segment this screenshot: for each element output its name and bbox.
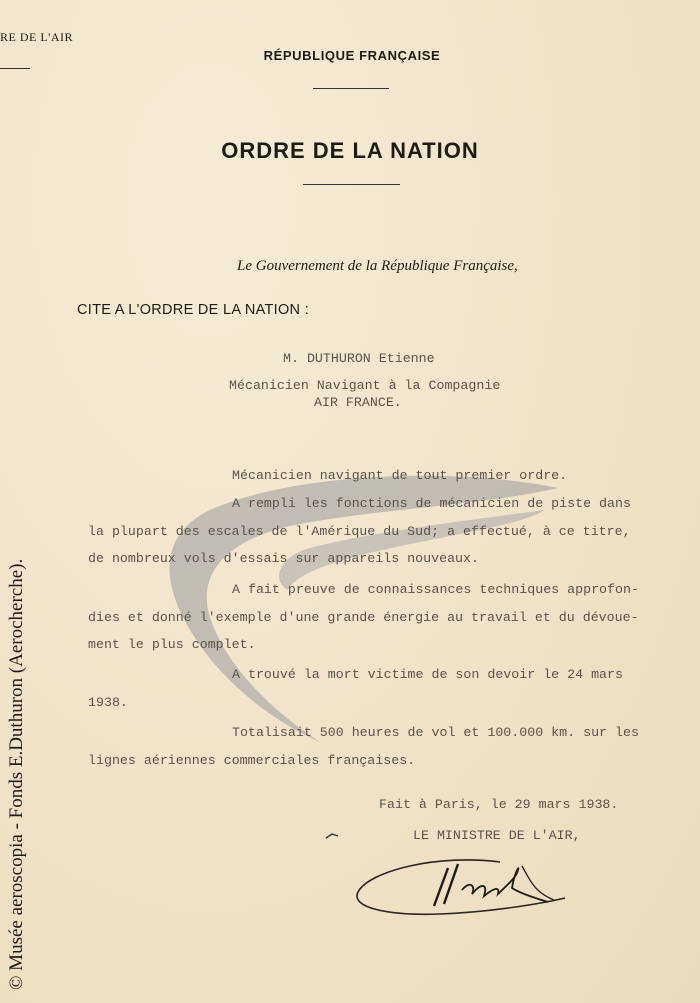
- body-line: Totalisait 500 heures de vol et 100.000 km. sur les: [232, 725, 639, 740]
- body-line: 1938.: [88, 695, 128, 710]
- body-line: Mécanicien navigant de tout premier ordre.: [232, 468, 568, 483]
- document-title: ORDRE DE LA NATION: [221, 138, 479, 163]
- image-credit: © Musée aeroscopia - Fonds E.Duthuron (Aerocherche).: [6, 558, 27, 990]
- body-line: ment le plus complet.: [88, 637, 256, 652]
- title-divider: [303, 184, 400, 185]
- recipient-role: Mécanicien Navigant à la Compagnie: [229, 378, 501, 393]
- recipient-name: M. DUTHURON Etienne: [283, 351, 435, 366]
- cite-line: CITE A L'ORDRE DE LA NATION :: [77, 302, 309, 318]
- body-line: A fait preuve de connaissances techniques approfon-: [232, 582, 639, 597]
- recipient-company: AIR FRANCE.: [314, 395, 402, 410]
- header-divider: [313, 88, 389, 89]
- body-line: de nombreux vols d'essais sur appareils nouveaux.: [88, 551, 479, 566]
- body-line: lignes aériennes commerciales françaises.: [88, 753, 416, 768]
- pen-mark: [325, 832, 339, 840]
- body-line: dies et donné l'exemple d'une grande énergie au travail et du dévoue-: [88, 610, 639, 625]
- minister-signature: [350, 840, 580, 930]
- body-line: A rempli les fonctions de mécanicien de piste dans: [232, 496, 631, 511]
- place-date: Fait à Paris, le 29 mars 1938.: [379, 797, 619, 812]
- minister-title: LE MINISTRE DE L'AIR,: [413, 828, 581, 843]
- republic-header: RÉPUBLIQUE FRANÇAISE: [263, 48, 441, 63]
- ministry-header: RE DE L'AIR: [0, 30, 73, 44]
- body-line: la plupart des escales de l'Amérique du Sud; a effectué, à ce titre,: [88, 524, 631, 539]
- ministry-rule: [0, 68, 30, 69]
- body-line: A trouvé la mort victime de son devoir le 24 mars: [232, 667, 623, 682]
- government-line: Le Gouvernement de la République Française,: [237, 258, 518, 274]
